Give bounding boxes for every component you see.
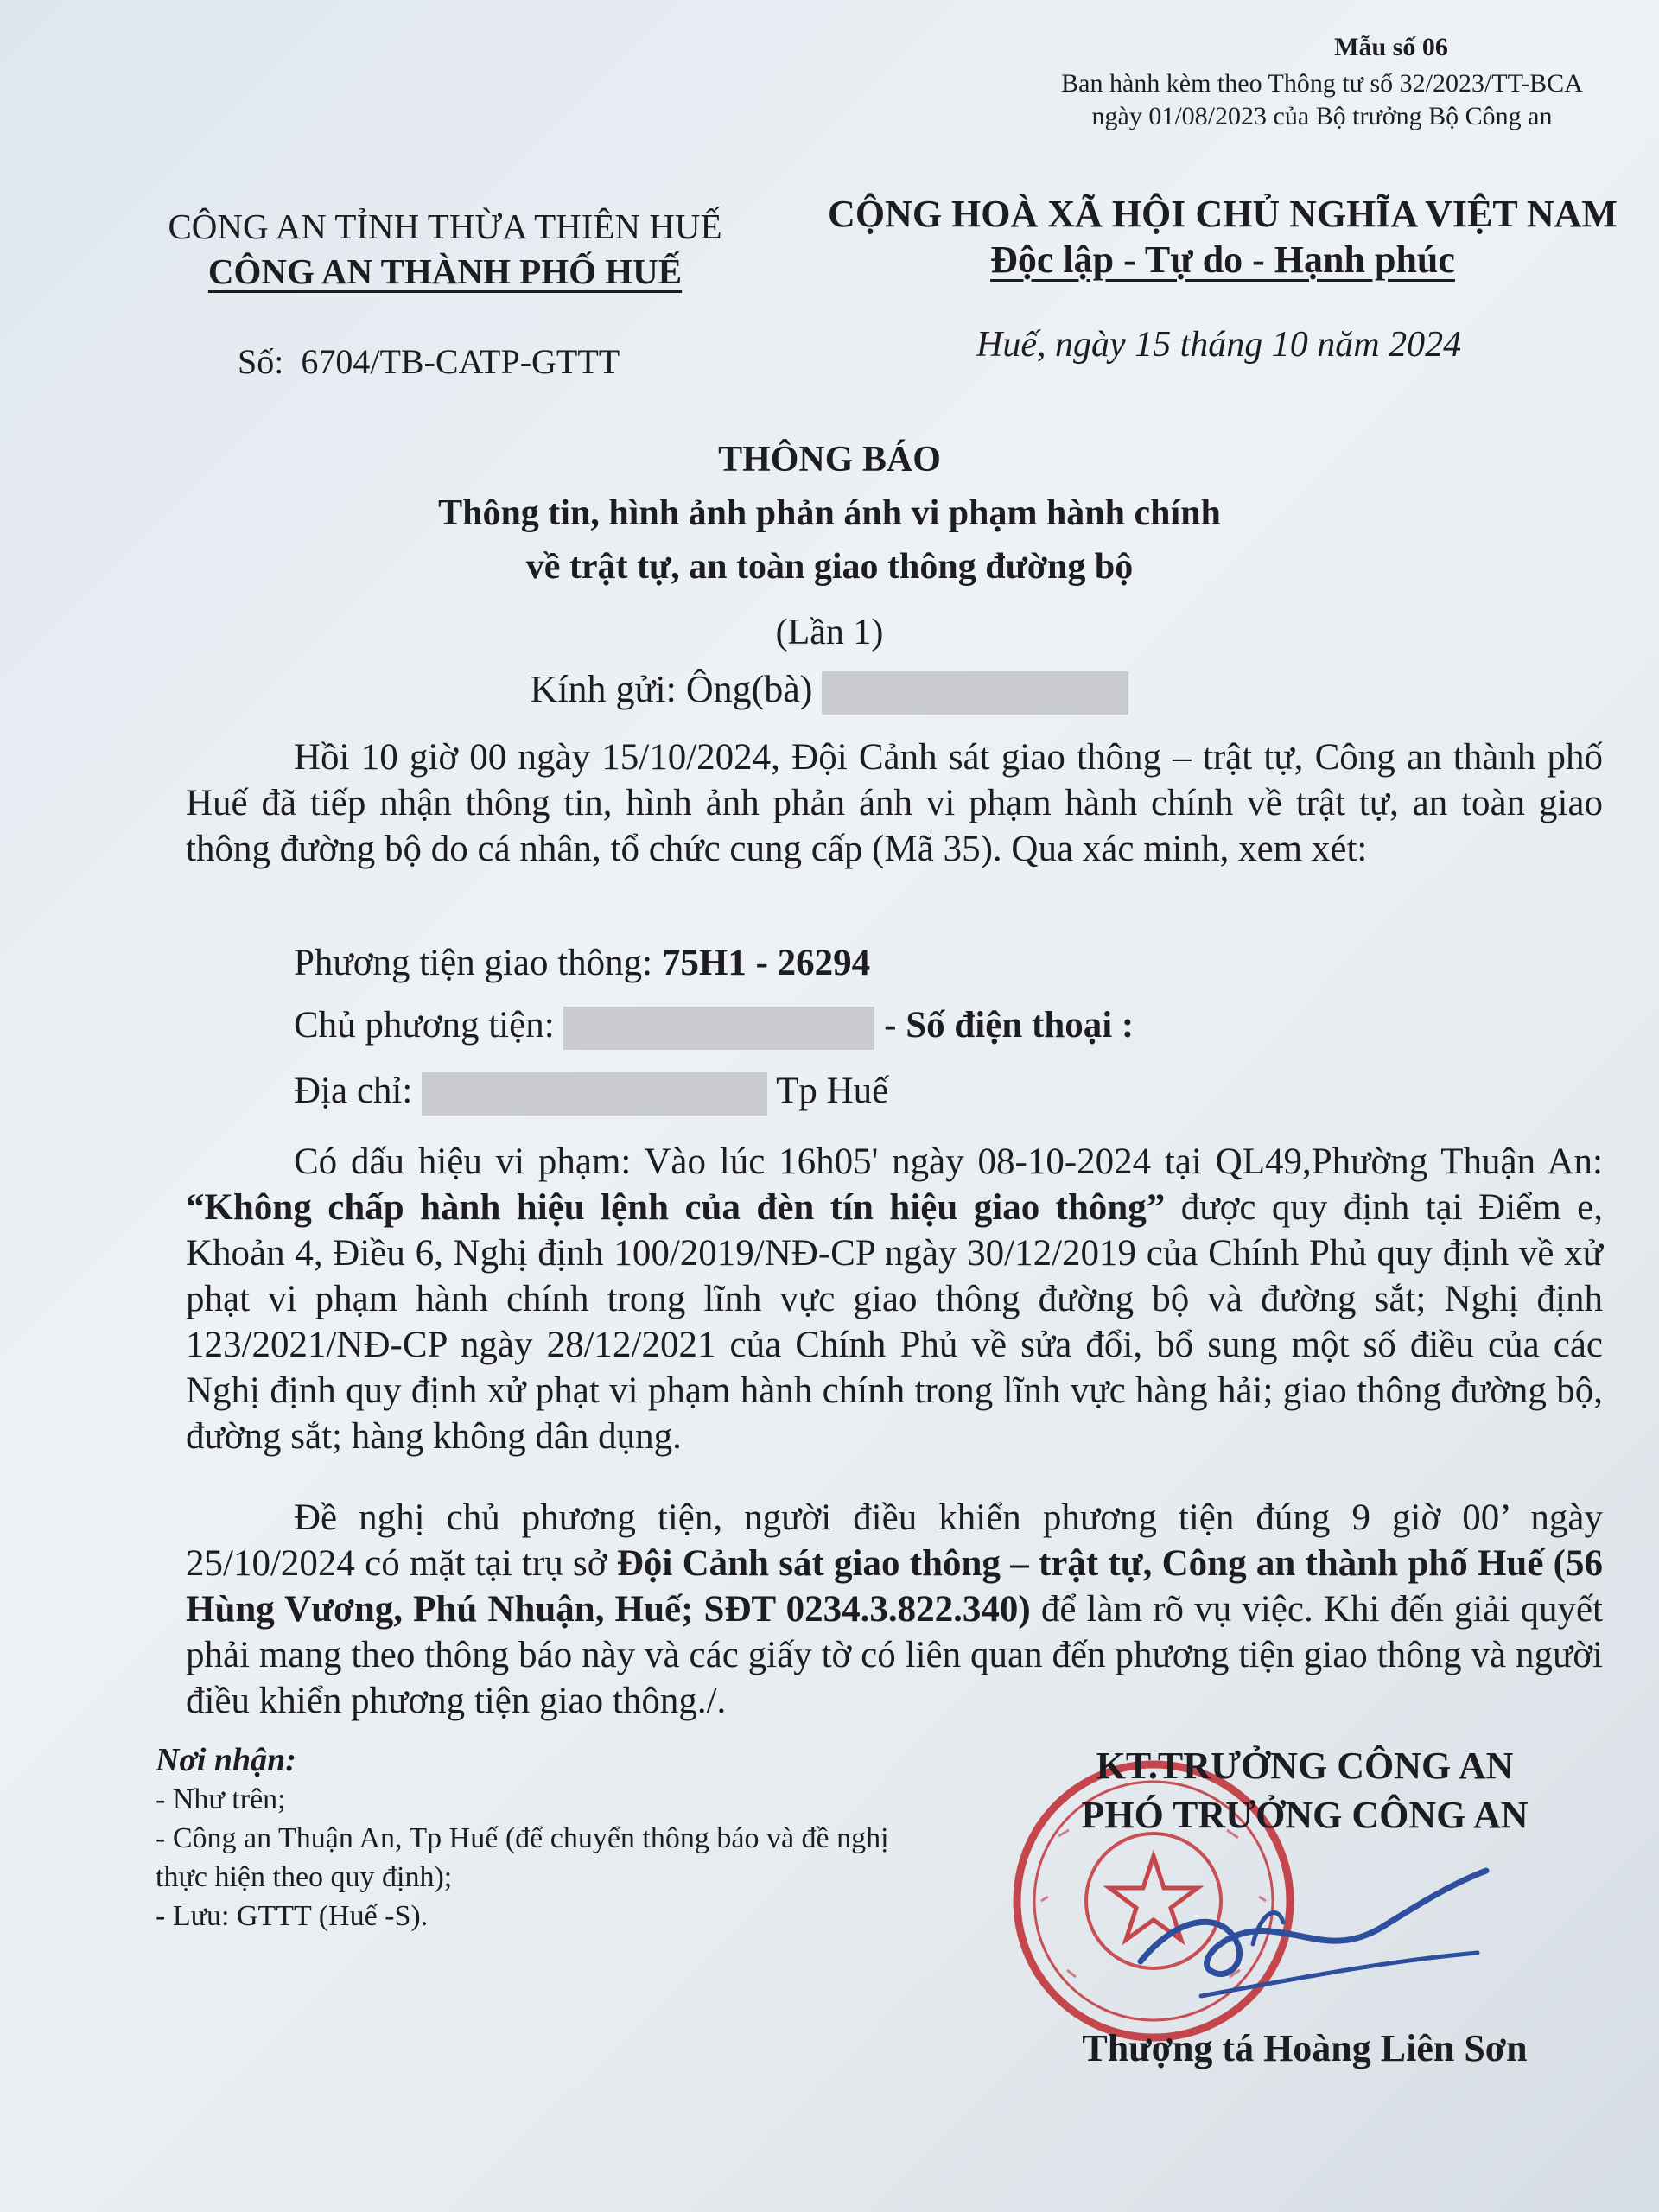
- request-paragraph: [186, 1495, 1603, 1724]
- owner-label: Chủ phương tiện:: [294, 1005, 555, 1046]
- address-city: Tp Huế: [776, 1071, 889, 1111]
- agency-name: [121, 251, 769, 292]
- document-title: THÔNG BÁO: [718, 440, 941, 480]
- phone-label: - Số điện thoại :: [884, 1005, 1135, 1046]
- request-prefix: Đề nghị chủ phương tiện, người điều khiển phương tiện đúng 9 giờ 00’ ngày 25/10/2024 có mặt tại trụ sở: [186, 1497, 1603, 1584]
- violation-paragraph: [186, 1139, 1603, 1459]
- intro-paragraph: [186, 734, 1603, 872]
- vehicle-line: [294, 942, 870, 984]
- form-issuance-note: Ban hành kèm theo Thông tư số 32/2023/TT-BCA: [1061, 69, 1583, 98]
- redacted-recipient-name: [822, 671, 1128, 715]
- nation-title: CỘNG HOÀ XÃ HỘI CHỦ NGHĨA VIỆT NAM: [828, 193, 1618, 235]
- vehicle-plate: 75H1 - 26294: [661, 943, 871, 983]
- salutation: [0, 667, 1659, 715]
- signature-title-2: PHÓ TRƯỞNG CÔNG AN: [1081, 1794, 1529, 1836]
- address-line: [294, 1070, 888, 1116]
- agency-parent: CÔNG AN TỈNH THỪA THIÊN HUẾ: [168, 207, 722, 246]
- form-issuance-date: ngày 01/08/2023 của Bộ trưởng Bộ Công an: [1091, 102, 1553, 130]
- request-location: Đội Cảnh sát giao thông – trật tự, Công an thành phố Huế (56 Hùng Vương, Phú Nhuận, Huế; SĐT 0234.3.822.340): [186, 1543, 1603, 1630]
- recipient-item: - Như trên;: [156, 1783, 286, 1815]
- vehicle-label: Phương tiện giao thông:: [294, 943, 653, 983]
- recipient-item: - Công an Thuận An, Tp Huế (để chuyển thông báo và đề nghị thực hiện theo quy định);: [156, 1822, 889, 1893]
- owner-line: [294, 1004, 1134, 1050]
- handwritten-signature: [1123, 1858, 1495, 2013]
- redacted-owner-name: [563, 1007, 874, 1050]
- place-date: Huế, ngày 15 tháng 10 năm 2024: [976, 325, 1462, 365]
- salutation-text: Kính gửi: Ông(bà): [530, 668, 813, 710]
- recipients-block: [156, 1741, 933, 1936]
- violation-prefix: Có dấu hiệu vi phạm: Vào lúc 16h05' ngày 08-10-2024 tại QL49,Phường Thuận An:: [294, 1141, 1603, 1182]
- nation-motto: [812, 238, 1633, 282]
- request-suffix: để làm rõ vụ việc. Khi đến giải quyết phải mang theo thông báo này và các giấy tờ có liên quan đến phương tiện giao thông và người điều khiển phương tiện giao thông./.: [186, 1589, 1604, 1721]
- agency-name-text: CÔNG AN THÀNH PHỐ HUẾ: [207, 251, 683, 291]
- recipient-item: - Lưu: GTTT (Huế -S).: [156, 1900, 429, 1932]
- document-number: [238, 341, 620, 382]
- recipients-heading: Nơi nhận:: [156, 1742, 296, 1778]
- document-number-value: 6704/TB-CATP-GTTT: [301, 342, 620, 381]
- form-number: Mẫu số 06: [1334, 33, 1448, 61]
- notice-round: (Lần 1): [775, 613, 884, 652]
- address-label: Địa chỉ:: [294, 1071, 413, 1111]
- document-subtitle-2: về trật tự, an toàn giao thông đường bộ: [525, 547, 1134, 587]
- violation-quote: “Không chấp hành hiệu lệnh của đèn tín hiệu giao thông”: [186, 1187, 1166, 1228]
- signer-name: Thượng tá Hoàng Liên Sơn: [1082, 2027, 1528, 2069]
- redacted-address: [422, 1072, 767, 1116]
- document-subtitle-1: Thông tin, hình ảnh phản ánh vi phạm hành chính: [438, 493, 1221, 533]
- intro-text: Hồi 10 giờ 00 ngày 15/10/2024, Đội Cảnh sát giao thông – trật tự, Công an thành phố Huế đã tiếp nhận thông tin, hình ảnh phản ánh vi phạm hành chính về trật tự, an toàn giao thông đường bộ do cá nhân, tổ chức cung cấp (Mã 35). Qua xác minh, xem xét:: [186, 737, 1603, 869]
- violation-suffix: được quy định tại Điểm e, Khoản 4, Điều 6, Nghị định 100/2019/NĐ-CP ngày 30/12/2019 của Chính Phủ quy định về xử phạt vi phạm hành chính trong lĩnh vực giao thông đường bộ và đường sắt; Nghị định 123/2021/NĐ-CP ngày 28/12/2021 của Chính Phủ về sửa đổi, bổ sung một số điều của các Nghị định quy định xử phạt vi phạm hành chính trong lĩnh vực hàng hải; giao thông đường bộ, đường sắt; hàng không dân dụng.: [186, 1187, 1603, 1457]
- document-number-label: Số:: [238, 342, 284, 381]
- signature-title-1: KT.TRƯỞNG CÔNG AN: [1096, 1745, 1514, 1787]
- nation-motto-text: Độc lập - Tự do - Hạnh phúc: [990, 238, 1455, 281]
